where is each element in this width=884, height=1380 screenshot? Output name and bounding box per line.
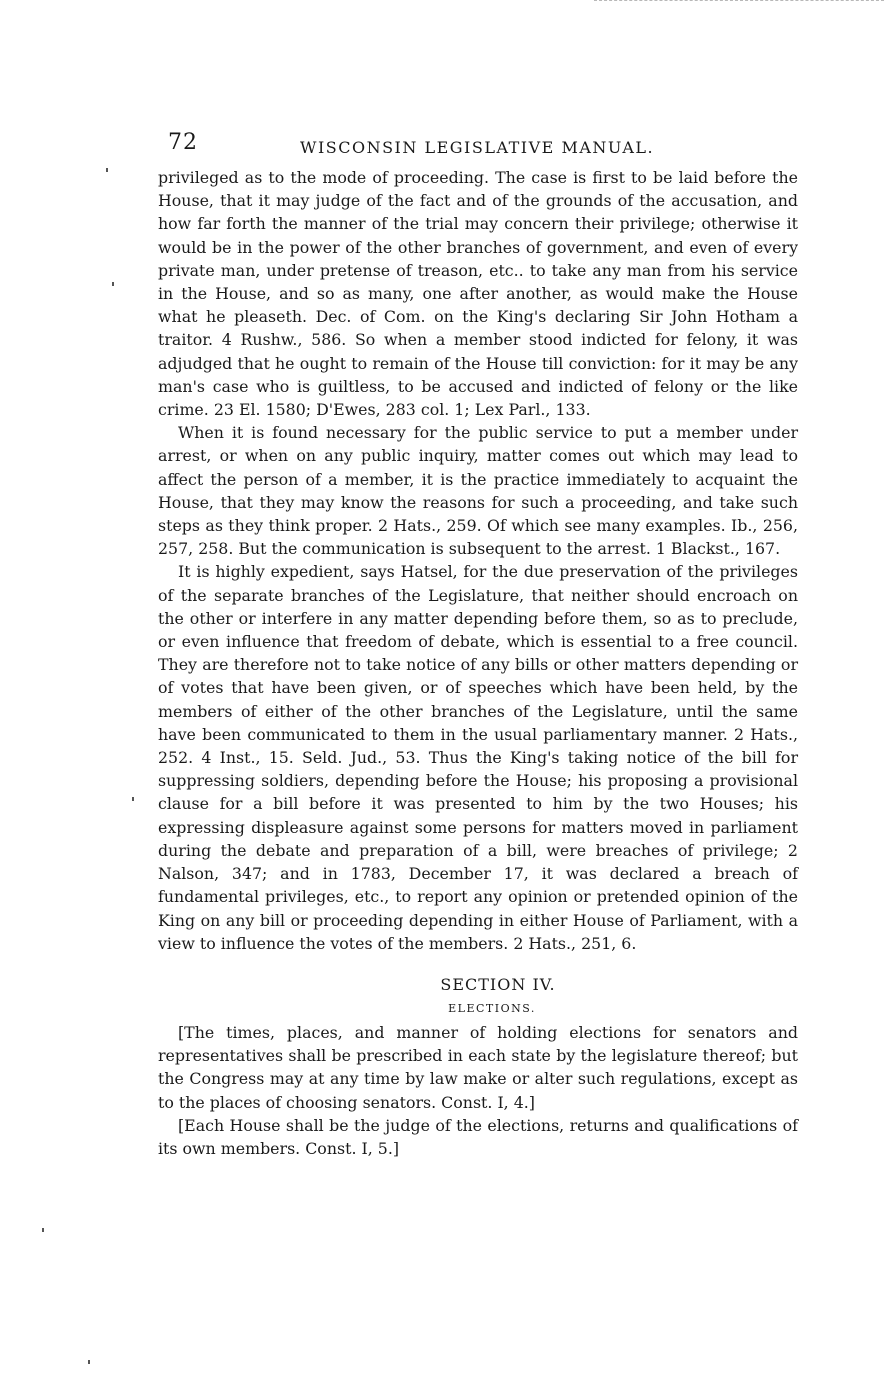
paragraph: [Each House shall be the judge of the elections, returns and qualifications of its own members. Const. I, 5.] [158,1115,798,1158]
section-heading: SECTION IV. [440,974,556,994]
running-title: WISCONSIN LEGISLATIVE MANUAL. [300,138,655,157]
page-speck [106,168,108,172]
paragraph: [The times, places, and manner of holding elections for senators and representatives shall be prescribed in each state by the legislature thereof; but the Congress may at any time by law make or alter such regulations, except as to the places of choosing senators. Const. I, 4.] [158,1022,798,1112]
top-edge-rule [594,0,884,1]
page-speck [112,282,114,286]
paragraph: When it is found necessary for the public service to put a member under arrest, or when on any public inquiry, matter comes out which may lead to affect the person of a member, it is the practice immediately to acquaint the House, that they may know the reasons for such a proceeding, and take such steps as they think proper. 2 Hats., 259. Of which see many examples. Ib., 256, 257, 258. But the communication is subsequent to the arrest. 1 Blackst., 167. [158,423,798,559]
body-text [158,166,798,955]
page-speck [42,1228,44,1232]
page-number: 72 [168,130,198,155]
section-body [158,1021,798,1160]
page-speck [132,797,134,801]
section-subheading: ELECTIONS. [448,1001,536,1015]
document-page [158,126,798,1160]
paragraph-continued: privileged as to the mode of proceeding. The case is first to be laid before the House, that it may judge of the fact and of the grounds of the accusation, and how far forth the manner of the trial may concern their privilege; otherwise it would be in the power of the other branches of government, and even of every private man, under pretense of treason, etc.. to take any man from his service in the House, and so as many, one after another, as would make the House what he pleaseth. Dec. of Com. on the King's declaring Sir John Hotham a traitor. 4 Rushw., 586. So when a member stood indicted for felony, it was adjudged that he ought to remain of the House till conviction: for it may be any man's case who is guiltless, to be accused and indicted of felony or the like crime. 23 El. 1580; D'Ewes, 283 col. 1; Lex Parl., 133. [158,168,798,420]
page-speck [88,1360,90,1364]
paragraph: It is highly expedient, says Hatsel, for the due preservation of the privileges of the separate branches of the Legislature, that neither should encroach on the other or interfere in any matter depending before them, so as to preclude, or even influence that freedom of debate, which is essential to a free council. They are therefore not to take notice of any bills or other matters depending or of votes that have been given, or of speeches which have been held, by the members of either of the other branches of the Legislature, until the same have been communicated to them in the usual parliamentary manner. 2 Hats., 252. 4 Inst., 15. Seld. Jud., 53. Thus the King's taking notice of the bill for suppressing soldiers, depending before the House; his proposing a provisional clause for a bill before it was presented to him by the two Houses; his expressing displeasure against some persons for matters moved in parliament during the debate and preparation of a bill, were breaches of privilege; 2 Nalson, 347; and in 1783, December 17, it was declared a breach of fundamental privileges, etc., to report any opinion or pretended opinion of the King on any bill or proceeding depending in either House of Parliament, with a view to influence the votes of the members. 2 Hats., 251, 6. [158,562,798,953]
running-header [158,126,798,166]
